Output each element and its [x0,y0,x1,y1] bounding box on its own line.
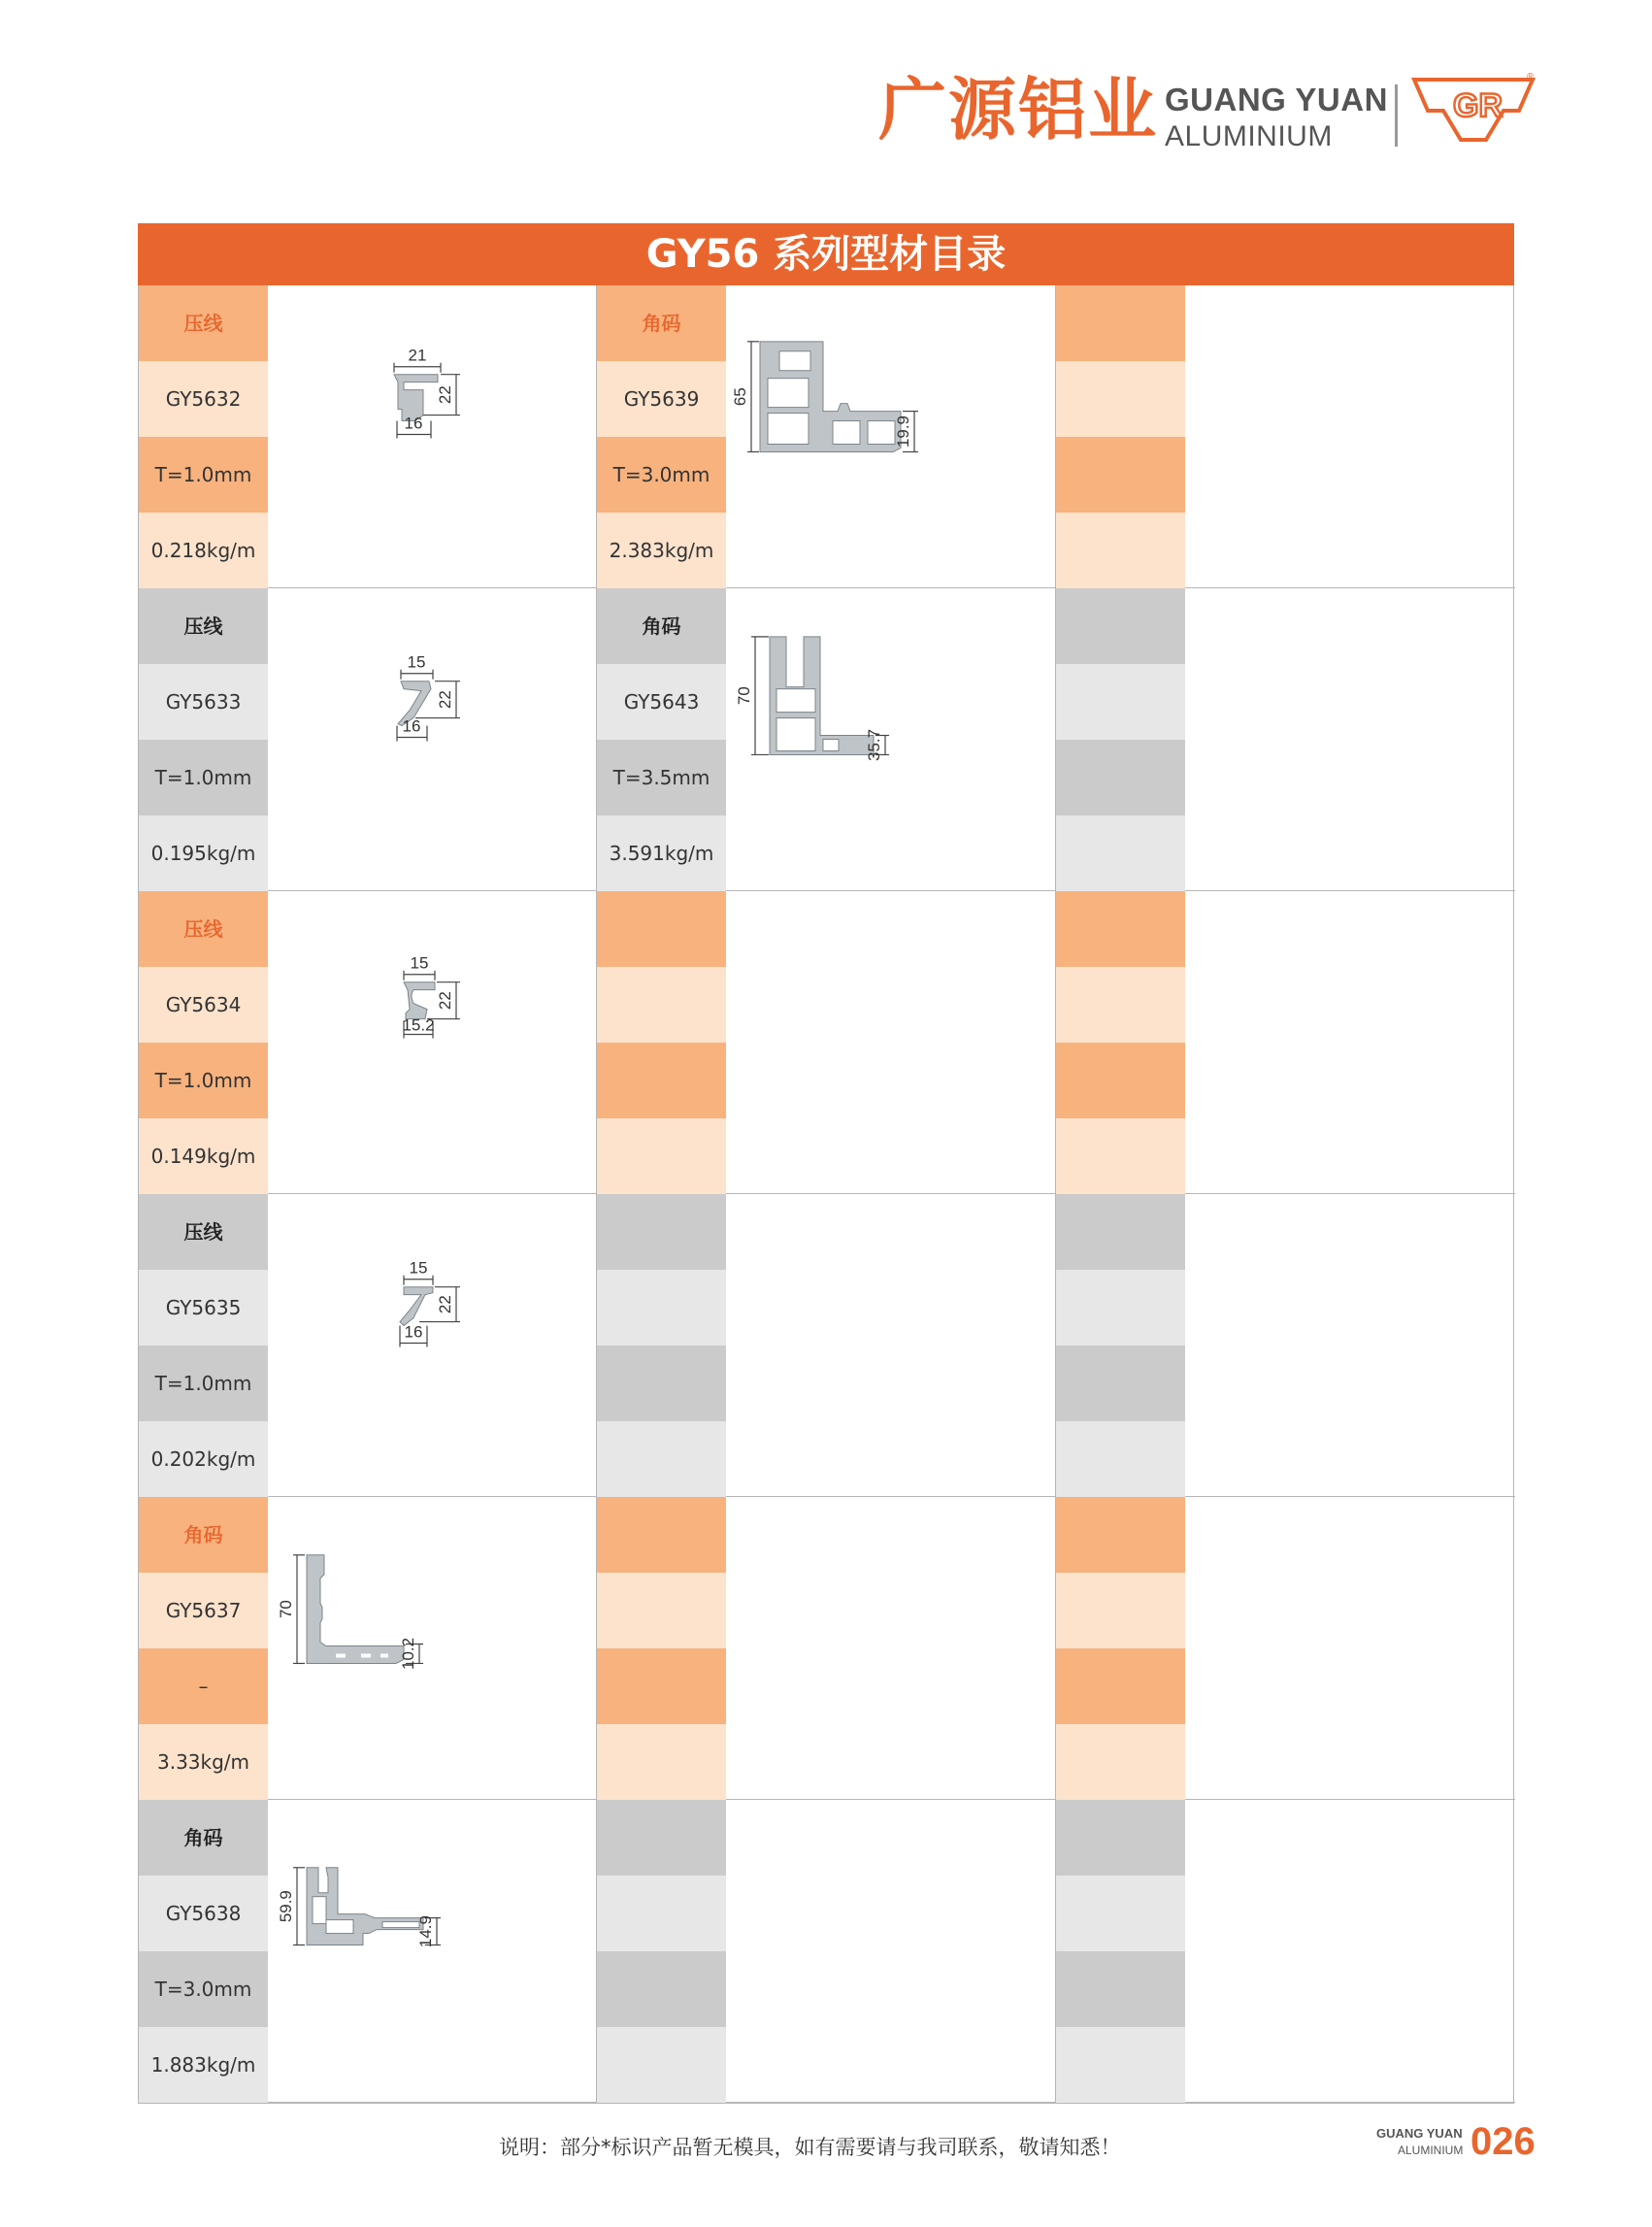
product-thickness [1056,740,1185,815]
profile-cross-section-icon [1185,588,1514,890]
profile-cross-section-icon [726,285,1055,587]
dimension-label: 70 [276,1600,296,1619]
profile-cross-section-icon [268,1497,597,1799]
profile-cross-section-icon [726,1800,1055,2102]
dimension-label: 15 [410,953,429,973]
product-code [597,1876,726,1951]
product-weight: 0.195kg/m [139,815,268,891]
product-cell-gy5639 [597,285,1056,588]
profile-drawing [726,285,1055,587]
product-category: 角码 [139,1497,268,1573]
profile-cross-section-icon [726,891,1055,1193]
product-info-column [1056,891,1185,1193]
product-thickness [1056,437,1185,513]
product-code: GY5633 [139,664,268,740]
product-weight [1056,815,1185,891]
logo-letters: GR [1453,87,1503,124]
product-cell-gy5638 [139,1800,597,2103]
product-thickness: T=1.0mm [139,740,268,815]
dimension-label: 15 [407,652,426,672]
dimension-label: 10.2 [398,1637,418,1670]
profile-cross-section-icon [1185,285,1514,587]
profile-cross-section-icon [268,891,597,1193]
product-info-column [139,891,268,1193]
product-thickness: T=3.5mm [597,740,726,815]
empty-product-cell [1056,1194,1515,1497]
product-info-column [597,1497,726,1799]
profile-cross-section-icon [726,588,1055,890]
product-info-column [1056,285,1185,587]
product-thickness: T=1.0mm [139,1346,268,1421]
product-thickness: T=3.0mm [597,437,726,513]
product-weight [597,1724,726,1800]
empty-product-cell [597,1497,1056,1800]
profile-drawing [268,1800,597,2102]
profile-drawing [1185,1497,1514,1799]
product-code [1056,361,1185,437]
profile-drawing [726,1497,1055,1799]
dimension-label: 22 [435,690,455,710]
product-code: GY5635 [139,1270,268,1346]
profile-cross-section-icon [268,588,597,890]
product-weight: 3.33kg/m [139,1724,268,1800]
dimension-label: 21 [408,346,427,365]
profile-drawing [726,891,1055,1193]
product-info-column [139,285,268,587]
product-category [597,1497,726,1573]
product-cell-gy5634 [139,891,597,1194]
profile-cross-section-icon [268,1194,597,1496]
product-weight [597,1118,726,1194]
product-cell-gy5637 [139,1497,597,1800]
dimension-label: 22 [435,991,455,1011]
dimension-label: 16 [404,414,423,433]
footer-brand-line2: ALUMINIUM [1398,2144,1464,2157]
profile-drawing [1185,1194,1514,1496]
product-weight [597,1421,726,1497]
profile-drawing [268,285,597,587]
product-category [1056,1194,1185,1270]
empty-product-cell [597,891,1056,1194]
profile-drawing [268,891,597,1193]
dimension-label: 35.7 [864,728,884,761]
profile-drawing [726,588,1055,890]
footer-brand-line1: GUANG YUAN [1376,2126,1463,2141]
profile-drawing [1185,891,1514,1193]
product-category: 压线 [139,588,268,664]
catalog-title: GY56 系列型材目录 [138,223,1514,285]
footer-note: 说明：部分*标识产品暂无模具，如有需要请与我司联系，敬请知悉！ [499,2136,1121,2159]
product-category: 压线 [139,285,268,361]
product-category: 压线 [139,1194,268,1270]
product-thickness [1056,1346,1185,1421]
product-code: GY5643 [597,664,726,740]
profile-drawing [726,1800,1055,2102]
product-category: 压线 [139,891,268,967]
product-category: 角码 [139,1800,268,1876]
profile-cross-section-icon [268,285,597,587]
product-info-column [1056,588,1185,890]
dimension-label: 59.9 [276,1890,296,1923]
product-code: GY5637 [139,1573,268,1648]
product-info-column [597,1194,726,1496]
product-thickness: T=1.0mm [139,437,268,513]
product-info-column [1056,1194,1185,1496]
product-category [1056,588,1185,664]
product-thickness [1056,1043,1185,1118]
dimension-label: 22 [435,1295,455,1314]
product-code: GY5639 [597,361,726,437]
profile-cross-section-icon [268,1800,597,2102]
empty-product-cell [1056,1497,1515,1800]
product-thickness [1056,1648,1185,1724]
product-code [597,967,726,1043]
profile-cross-section-icon [1185,891,1514,1193]
product-thickness: – [139,1648,268,1724]
product-info-column [139,588,268,890]
catalog-table [138,223,1514,2104]
product-info-column [139,1194,268,1496]
product-code: GY5638 [139,1876,268,1951]
product-thickness [597,1648,726,1724]
product-thickness [597,1346,726,1421]
product-cell-gy5635 [139,1194,597,1497]
profile-drawing [726,1194,1055,1496]
product-info-column [1056,1800,1185,2102]
profile-cross-section-icon [1185,1194,1514,1496]
product-code: GY5632 [139,361,268,437]
product-thickness [597,1043,726,1118]
product-weight [1056,1421,1185,1497]
product-thickness: T=3.0mm [139,1951,268,2027]
dimension-label: 22 [435,385,455,405]
product-category [1056,1497,1185,1573]
profile-drawing [1185,1800,1514,2102]
product-weight: 0.218kg/m [139,513,268,588]
profile-drawing [1185,285,1514,587]
product-weight [1056,2027,1185,2103]
empty-product-cell [597,1800,1056,2103]
product-category: 角码 [597,285,726,361]
product-category [597,891,726,967]
profile-drawing [268,1194,597,1496]
product-category [1056,285,1185,361]
product-info-column [1056,1497,1185,1799]
product-weight [597,2027,726,2103]
product-thickness: T=1.0mm [139,1043,268,1118]
product-info-column [597,891,726,1193]
product-weight: 2.383kg/m [597,513,726,588]
product-code [1056,1876,1185,1951]
brand-chinese-name: 广源铝业 [878,70,1158,150]
catalog-grid [138,285,1514,2104]
brand-english-line1: GUANG YUAN [1165,82,1388,117]
product-info-column [139,1497,268,1799]
product-code [1056,664,1185,740]
product-cell-gy5632 [139,285,597,588]
dimension-label: 16 [404,1322,423,1342]
dimension-label: 19.9 [893,415,913,449]
product-info-column [597,285,726,587]
product-weight [1056,513,1185,588]
product-weight: 0.149kg/m [139,1118,268,1194]
product-thickness [597,1951,726,2027]
brand-separator [1395,84,1398,147]
product-weight: 0.202kg/m [139,1421,268,1497]
profile-cross-section-icon [1185,1497,1514,1799]
product-weight [1056,1118,1185,1194]
product-info-column [597,1800,726,2102]
product-weight [1056,1724,1185,1800]
dimension-label: 15.2 [402,1015,435,1035]
product-code [597,1573,726,1648]
profile-drawing [1185,588,1514,890]
dimension-label: 65 [730,387,750,407]
product-code [1056,1270,1185,1346]
product-category: 角码 [597,588,726,664]
product-info-column [139,1800,268,2102]
profile-drawing [268,1497,597,1799]
profile-cross-section-icon [726,1497,1055,1799]
empty-product-cell [1056,588,1515,891]
product-category [597,1194,726,1270]
registered-mark: ® [1527,72,1535,83]
product-cell-gy5633 [139,588,597,891]
product-info-column [597,588,726,890]
dimension-label: 70 [734,686,754,706]
brand-logo-icon [1410,72,1536,146]
product-thickness [1056,1951,1185,2027]
product-category [1056,891,1185,967]
dimension-label: 15 [409,1258,428,1278]
page-number: 026 [1470,2120,1536,2163]
product-category [597,1800,726,1876]
profile-cross-section-icon [726,1194,1055,1496]
empty-product-cell [1056,1800,1515,2103]
product-code [1056,967,1185,1043]
product-code [1056,1573,1185,1648]
product-code: GY5634 [139,967,268,1043]
empty-product-cell [1056,285,1515,588]
profile-cross-section-icon [1185,1800,1514,2102]
empty-product-cell [1056,891,1515,1194]
product-weight: 3.591kg/m [597,815,726,891]
dimension-label: 16 [402,716,421,736]
product-weight: 1.883kg/m [139,2027,268,2103]
brand-english-line2: ALUMINIUM [1165,120,1333,152]
product-code [597,1270,726,1346]
dimension-label: 14.9 [415,1915,436,1948]
profile-drawing [268,588,597,890]
empty-product-cell [597,1194,1056,1497]
product-category [1056,1800,1185,1876]
product-cell-gy5643 [597,588,1056,891]
